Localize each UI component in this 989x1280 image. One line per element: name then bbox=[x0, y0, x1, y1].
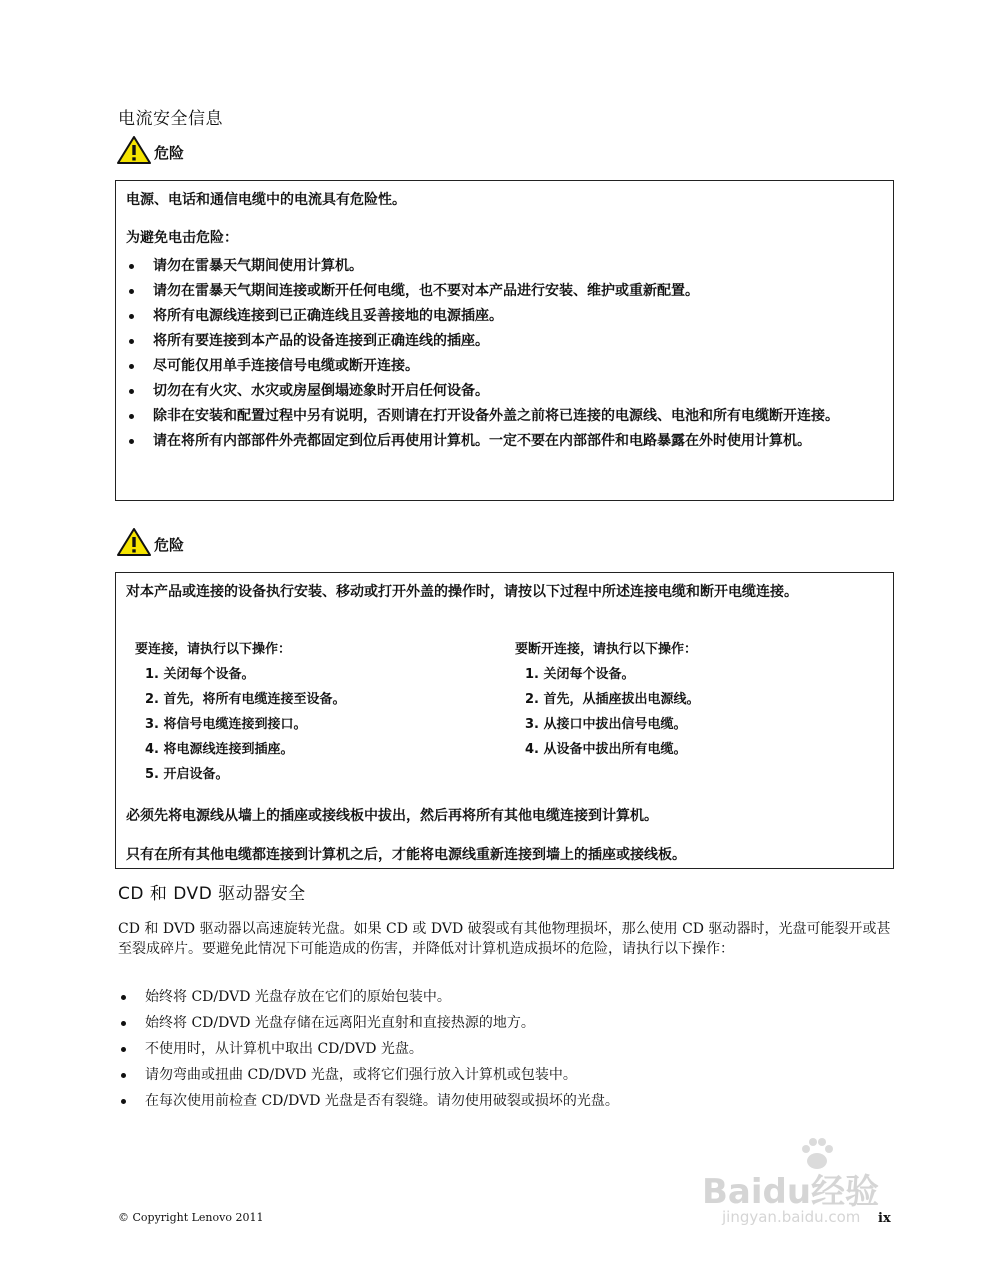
danger-label: 危险 bbox=[154, 144, 185, 162]
cd-list bbox=[118, 987, 878, 1117]
danger-label: 危险 bbox=[154, 536, 185, 554]
electric-danger-box bbox=[115, 180, 894, 501]
warning-triangle-icon bbox=[116, 135, 152, 165]
connect-column bbox=[135, 640, 346, 790]
list-item: 1. 关闭每个设备。 bbox=[145, 667, 255, 682]
list-item: 请勿在雷暴天气期间连接或断开任何电缆，也不要对本产品进行安装、维护或重新配置。 bbox=[126, 281, 883, 301]
electric-danger-intro: 为避免电击危险： bbox=[126, 230, 238, 246]
disconnect-title: 要断开连接，请执行以下操作： bbox=[515, 642, 698, 657]
list-item: 始终将 CD/DVD 光盘存储在远离阳光直射和直接热源的地方。 bbox=[118, 1013, 878, 1033]
list-item: 将所有要连接到本产品的设备连接到正确连线的插座。 bbox=[126, 331, 883, 351]
cable-note-2: 只有在所有其他电缆都连接到计算机之后，才能将电源线重新连接到墙上的插座或接线板。 bbox=[126, 847, 686, 863]
list-item: 4. 将电源线连接到插座。 bbox=[145, 742, 294, 757]
list-item: 始终将 CD/DVD 光盘存放在它们的原始包装中。 bbox=[118, 987, 878, 1007]
baidu-watermark bbox=[702, 1134, 962, 1224]
list-item: 2. 首先，从插座拔出电源线。 bbox=[525, 692, 700, 707]
cd-paragraph: CD 和 DVD 驱动器以高速旋转光盘。如果 CD 或 DVD 破裂或有其他物理损坏，那么使用 CD 驱动器时，光盘可能裂开或甚至裂成碎片。要避免此情况下可能造成的伤害，并降低对计算机造成损坏的危险，请执行以下操作： bbox=[118, 921, 891, 957]
list-item: 将所有电源线连接到已正确连线且妥善接地的电源插座。 bbox=[126, 306, 883, 326]
electric-danger-heading: 电源、电话和通信电缆中的电流具有危险性。 bbox=[126, 192, 406, 208]
section-title-electric: 电流安全信息 bbox=[118, 109, 223, 129]
warning-triangle-icon bbox=[116, 527, 152, 557]
list-item: 4. 从设备中拔出所有电缆。 bbox=[525, 742, 687, 757]
cable-note-1: 必须先将电源线从墙上的插座或接线板中拔出，然后再将所有其他电缆连接到计算机。 bbox=[126, 808, 658, 824]
cable-danger-box bbox=[115, 572, 894, 869]
list-item: 5. 开启设备。 bbox=[145, 767, 229, 782]
disconnect-steps bbox=[515, 665, 700, 765]
list-item: 不使用时，从计算机中取出 CD/DVD 光盘。 bbox=[118, 1039, 878, 1059]
copyright-text: © Copyright Lenovo 2011 bbox=[118, 1211, 264, 1224]
connect-steps bbox=[135, 665, 346, 790]
danger-header-2 bbox=[116, 527, 184, 557]
danger-header-1 bbox=[116, 135, 184, 165]
list-item: 除非在安装和配置过程中另有说明，否则请在打开设备外盖之前将已连接的电源线、电池和所有电缆断开连接。 bbox=[126, 406, 883, 426]
section-title-cd: CD 和 DVD 驱动器安全 bbox=[118, 884, 306, 904]
page-number: ix bbox=[878, 1211, 891, 1226]
cable-danger-intro: 对本产品或连接的设备执行安装、移动或打开外盖的操作时，请按以下过程中所述连接电缆和断开电缆连接。 bbox=[126, 584, 798, 600]
list-item: 请勿在雷暴天气期间使用计算机。 bbox=[126, 256, 883, 276]
list-item: 尽可能仅用单手连接信号电缆或断开连接。 bbox=[126, 356, 883, 376]
list-item: 在每次使用前检查 CD/DVD 光盘是否有裂缝。请勿使用破裂或损坏的光盘。 bbox=[118, 1091, 878, 1111]
list-item: 请在将所有内部部件外壳都固定到位后再使用计算机。一定不要在内部部件和电路暴露在外时使用计算机。 bbox=[126, 431, 883, 451]
disconnect-column bbox=[515, 640, 700, 765]
electric-danger-list bbox=[126, 256, 883, 451]
list-item: 3. 从接口中拔出信号电缆。 bbox=[525, 717, 687, 732]
list-item: 请勿弯曲或扭曲 CD/DVD 光盘，或将它们强行放入计算机或包装中。 bbox=[118, 1065, 878, 1085]
list-item: 1. 关闭每个设备。 bbox=[525, 667, 635, 682]
list-item: 切勿在有火灾、水灾或房屋倒塌迹象时开启任何设备。 bbox=[126, 381, 883, 401]
list-item: 3. 将信号电缆连接到接口。 bbox=[145, 717, 307, 732]
watermark-url: jingyan.baidu.com bbox=[722, 1208, 861, 1226]
list-item: 2. 首先，将所有电缆连接至设备。 bbox=[145, 692, 346, 707]
connect-title: 要连接，请执行以下操作： bbox=[135, 642, 292, 657]
watermark-brand: Baidu经验 bbox=[702, 1172, 880, 1212]
